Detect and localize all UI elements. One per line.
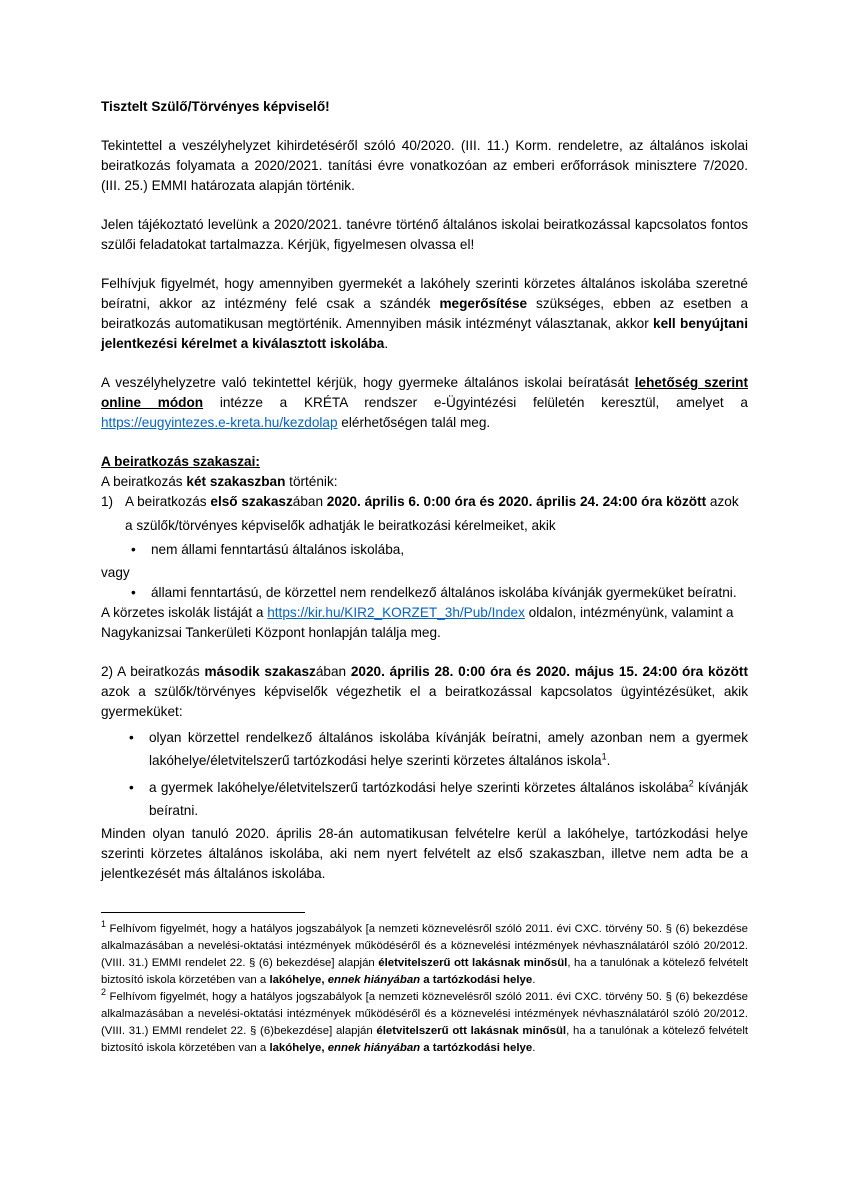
footnote-ref-2[interactable]: 2 [688,778,694,789]
emphasis: tartózkodási helye [432,1042,533,1054]
text: . [606,753,611,768]
section-title: A beiratkozás szakaszai: [101,454,260,469]
text: intézze a KRÉTA rendszer e-Ügyintézési felületén keresztül, amelyet a [203,395,748,410]
text: , ha a tanulónak a kötelező felvételt biztosító iskola körzetében van a [101,957,749,986]
text: kívánják beíratni. [149,780,748,818]
letter-body [101,97,748,884]
paragraph-district-school [101,274,748,354]
text: Felhívom figyelmét, hogy a hatályos jogszabályok [a nemzeti köznevelésről szóló 2011. évi CXC. törvény 50. § (6) bekezdése alkalmazásában a nevelési-oktatási intézmények működéséről és a köznevelési intézmények névhasználatáról szóló 20/2012. (VIII. 31.) EMMI rendelet 22. § (6) bekezdése] alapján [101,923,748,969]
text: a [420,974,433,986]
footnote-1 [101,921,748,989]
footnote-ref-1[interactable]: 1 [601,751,607,762]
emphasis-online: lehetőség szerint online módon [101,375,748,410]
text: nem állami fenntartású általános iskolába, [151,542,405,557]
bullet-icon: • [129,780,134,795]
kreta-link[interactable]: https://eugyintezes.e-kreta.hu/kezdolap [101,415,338,430]
stage-2-paragraph [101,662,748,722]
text: A beiratkozás [101,474,187,489]
emphasis-second-stage: második szakasz [204,664,316,679]
bullet-icon: • [131,542,136,557]
text: , [321,974,328,986]
emphasis-first-stage: első szakasz [210,494,293,509]
emphasis: ennek hiányában [327,1042,421,1054]
emphasis: tartózkodási helye [432,974,533,986]
text: szükséges, ebben az esetben a beiratkozás automatikusan megtörténik. Amennyiben másik intézményt választanak, akkor [101,296,748,331]
text: azok a szülők/törvényes képviselők végezhetik el a beiratkozással kapcsolatos ügyintézésüket, akik gyermeküket: [101,684,748,719]
district-list-info [101,603,748,643]
footnote-separator [101,912,305,913]
stage-2-bullet-2 [101,776,748,822]
footnote-2 [101,989,748,1057]
bullet-icon: • [129,730,134,745]
paragraph-online-enrollment [101,373,748,433]
emphasis: lakóhelye [269,1042,322,1054]
text: a [420,1042,433,1054]
emphasis-application: kell benyújtani jelentkezési kérelmet a kiválasztott iskolába [101,316,748,351]
paragraph-legal-basis: Tekintettel a veszélyhelyzet kihirdetéséről szóló 40/2020. (III. 11.) Korm. rendeletre, az általános iskolai beiratkozás folyamata a 2020/2021. tanítási évre vonatkozóan az emberi erőforrások minisztere 7/2020. (III. 25.) EMMI határozata alapján történik. [101,138,748,193]
footnote-number: 2 [101,987,107,998]
stage-1-line [125,492,748,512]
footnote-number: 1 [101,919,107,930]
text: . [532,974,536,986]
text: történik: [285,474,338,489]
stage-1 [101,492,748,512]
text: Felhívom figyelmét, hogy a hatályos jogszabályok [a nemzeti köznevelésről szóló 2011. évi CXC. törvény 50. § (6) bekezdése alkalmazásában a nevelési-oktatási intézmények működéséről és a köznevelési intézmények névhasználatáról szóló 20/2012. (VIII. 31.) EMMI rendelet 22. § (6)bekezdése] alapján [101,991,748,1037]
emphasis: életvitelszerű ott lakásnak minősül [376,1025,567,1037]
stage-2-dates: 2020. április 28. 0:00 óra és 2020. május 15. 24:00 óra között [350,664,748,679]
stage-1-dates: 2020. április 6. 0:00 óra és 2020. április 24. 24:00 óra között [326,494,707,509]
text: . [532,1042,536,1054]
emphasis-two-stages: két szakaszban [186,474,286,489]
text: A körzetes iskolák listáját a [101,605,268,620]
text: ában [315,664,351,679]
text: állami fenntartású, de körzettel nem rendelkező általános iskolába kívánják gyermeküket beíratni. [151,585,737,600]
text: . [384,336,389,351]
text: A veszélyhelyzetre való tekintettel kérjük, hogy gyermeke általános iskolai beíratását [101,375,635,390]
text: , [321,1042,328,1054]
text: oldalon, intézményünk, valamint a Nagykanizsai Tankerületi Központ honlapján találja meg. [101,605,734,640]
closing-paragraph: Minden olyan tanuló 2020. április 28-án automatikusan felvételre kerül a lakóhelye, tartózkodási helye szerinti körzetes általános iskolába, aki nem nyert felvételt az első szakaszban, illetve nem adta be a jelentkezését más általános iskolába. [101,826,748,881]
text: A beiratkozás [125,494,211,509]
emphasis: ennek hiányában [327,974,421,986]
text: olyan körzettel rendelkező általános iskolába kívánják beíratni, amely azonban nem a gyermek lakóhelye/életvitelszerű tartózkodási helye szerinti körzetes általános iskola [149,730,748,768]
stage-1-line-2: a szülők/törvényes képviselők adhatják le beiratkozási kérelmeiket, akik [125,518,556,533]
or-text: vagy [101,565,130,580]
text: elérhetőségen talál meg. [337,415,491,430]
text: ában [292,494,327,509]
emphasis: lakóhelye [269,974,322,986]
stage-1-number: 1) [101,494,114,509]
text: a gyermek lakóhelye/életvitelszerű tartózkodási helye szerinti körzetes általános iskolába [149,780,689,795]
stages-intro [101,472,748,492]
text: Felhívjuk figyelmét, hogy amennyiben gyermekét a lakóhely szerinti körzetes általános iskolába szeretné beíratni, akkor az intézmény felé csak a szándék [101,276,748,311]
bullet-icon: • [131,585,136,600]
stage-2-bullet-1 [101,726,748,772]
footnotes [101,921,748,1057]
kir-link[interactable]: https://kir.hu/KIR2_KORZET_3h/Pub/Index [267,605,525,620]
stage-1-bullet-1 [101,540,748,560]
paragraph-purpose: Jelen tájékoztató levelünk a 2020/2021. tanévre történő általános iskolai beiratkozással kapcsolatos fontos szülői feladatokat tartalmazza. Kérjük, figyelmesen olvassa el! [101,217,748,252]
emphasis-confirmation: megerősítése [439,296,528,311]
stage-1-bullet-2 [101,583,748,603]
text: 2) A beiratkozás [101,664,205,679]
emphasis: életvitelszerű ott lakásnak minősül [378,957,568,969]
text: azok [706,494,739,509]
greeting: Tisztelt Szülő/Törvényes képviselő! [101,99,330,114]
text: , ha a tanulónak a kötelező felvételt biztosító iskola körzetében van a [101,1025,749,1054]
